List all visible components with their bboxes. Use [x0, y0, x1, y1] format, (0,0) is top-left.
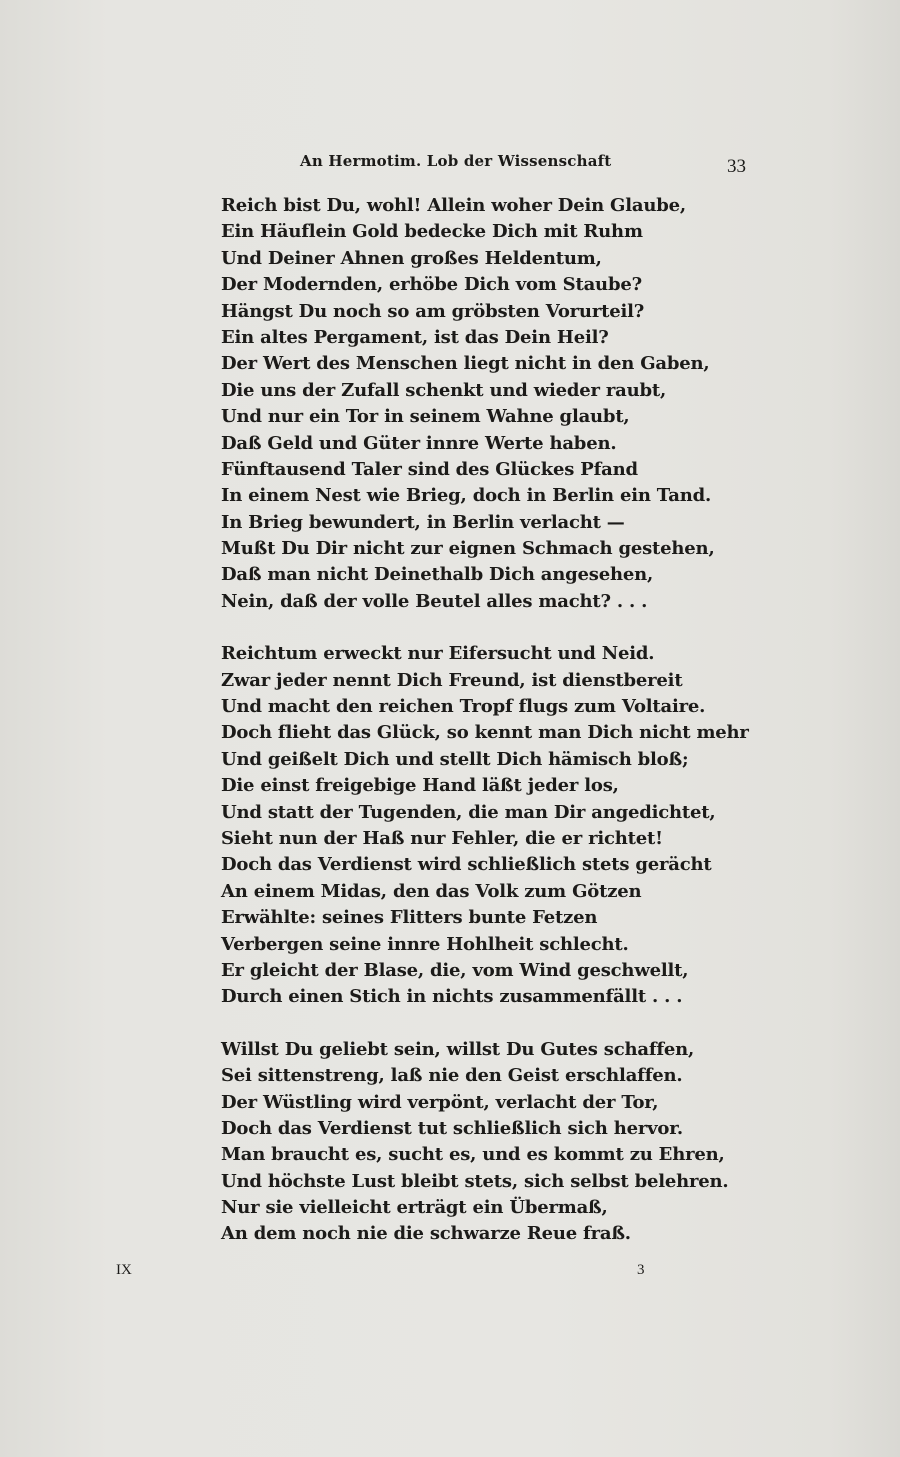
- poem-line: An dem noch nie die schwarze Reue fraß.: [221, 1223, 631, 1245]
- poem-line: Der Wüstling wird verpönt, verlacht der Tor,: [221, 1091, 659, 1113]
- poem-line: Durch einen Stich in nichts zusammenfällt . . .: [221, 986, 683, 1008]
- poem-line: Daß Geld und Güter innre Werte haben.: [221, 432, 617, 454]
- poem-line: Nein, daß der volle Beutel alles macht? . . .: [221, 590, 648, 612]
- poem-line: Reichtum erweckt nur Eifersucht und Neid.: [221, 643, 655, 665]
- poem-line: Ein Häuflein Gold bedecke Dich mit Ruhm: [221, 221, 643, 243]
- poem-line: Die uns der Zufall schenkt und wieder raubt,: [221, 379, 667, 401]
- poem-line: Erwählte: seines Flitters bunte Fetzen: [221, 907, 598, 929]
- poem-line: Sieht nun der Haß nur Fehler, die er richtet!: [221, 827, 663, 849]
- poem-line: Er gleicht der Blase, die, vom Wind geschwellt,: [221, 959, 689, 981]
- poem-line: Hängst Du noch so am gröbsten Vorurteil?: [221, 300, 645, 322]
- poem-line: Und Deiner Ahnen großes Heldentum,: [221, 247, 602, 269]
- poem-line: Ein altes Pergament, ist das Dein Heil?: [221, 326, 609, 348]
- poem-line: Willst Du geliebt sein, willst Du Gutes schaffen,: [221, 1038, 695, 1060]
- poem-line: Der Modernden, erhöbe Dich vom Staube?: [221, 274, 642, 296]
- running-title: An Hermotim. Lob der Wissenschaft: [300, 152, 612, 170]
- poem-line: In Brieg bewundert, in Berlin verlacht —: [221, 511, 625, 533]
- signature-mark: IX: [116, 1262, 132, 1278]
- poem-line: Und macht den reichen Tropf flugs zum Voltaire.: [221, 696, 706, 718]
- poem-line: Fünftausend Taler sind des Glückes Pfand: [221, 458, 638, 480]
- poem-line: Man braucht es, sucht es, und es kommt zu Ehren,: [221, 1144, 725, 1166]
- poem-line: An einem Midas, den das Volk zum Götzen: [221, 880, 642, 902]
- poem-line: Verbergen seine innre Hohlheit schlecht.: [221, 933, 629, 955]
- poem-line: In einem Nest wie Brieg, doch in Berlin ein Tand.: [221, 485, 712, 507]
- poem-line: Daß man nicht Deinethalb Dich angesehen,: [221, 564, 654, 586]
- poem-line: Nur sie vielleicht erträgt ein Übermaß,: [221, 1197, 608, 1219]
- poem-line: Reich bist Du, wohl! Allein woher Dein Glaube,: [221, 195, 686, 216]
- poem: [221, 193, 749, 1248]
- poem-line: Und geißelt Dich und stellt Dich hämisch bloß;: [221, 748, 689, 770]
- poem-line: Der Wert des Menschen liegt nicht in den Gaben,: [221, 353, 710, 375]
- poem-line: Mußt Du Dir nicht zur eignen Schmach gestehen,: [221, 538, 715, 560]
- poem-line: Und höchste Lust bleibt stets, sich selbst belehren.: [221, 1170, 729, 1192]
- poem-line: Zwar jeder nennt Dich Freund, ist dienstbereit: [221, 669, 683, 691]
- page-number: 33: [727, 156, 746, 177]
- stanza-1: [221, 193, 715, 615]
- poem-line: Doch das Verdienst tut schließlich sich hervor.: [221, 1117, 683, 1139]
- poem-line: Und statt der Tugenden, die man Dir angedichtet,: [221, 801, 716, 823]
- poem-line: Sei sittenstreng, laß nie den Geist erschlaffen.: [221, 1065, 683, 1087]
- poem-line: Doch flieht das Glück, so kennt man Dich nicht mehr: [221, 722, 749, 744]
- stanza-2: [221, 641, 749, 1010]
- poem-line: Und nur ein Tor in seinem Wahne glaubt,: [221, 406, 630, 428]
- poem-line: Doch das Verdienst wird schließlich stets gerächt: [221, 854, 712, 876]
- sheet-number: 3: [637, 1262, 645, 1278]
- poem-line: Die einst freigebige Hand läßt jeder los,: [221, 775, 619, 797]
- stanza-3: [221, 1037, 729, 1248]
